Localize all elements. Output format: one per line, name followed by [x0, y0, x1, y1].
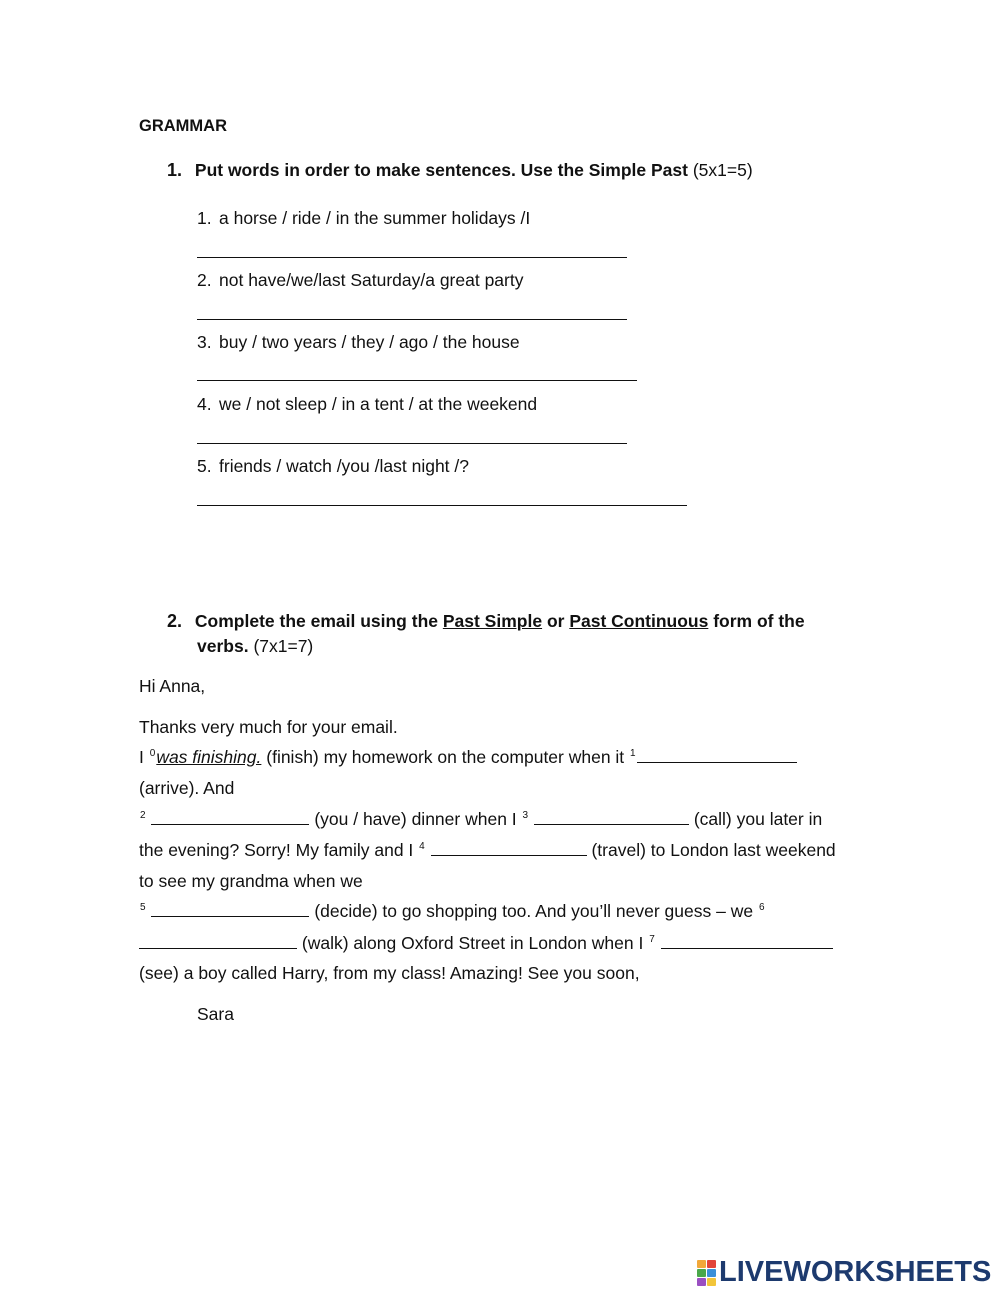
answer-line-2[interactable]	[197, 319, 627, 320]
email-line-8: (see) a boy called Harry, from my class! Amazing! See you soon,	[139, 963, 640, 983]
past-continuous-label: Past Continuous	[569, 611, 709, 631]
gap-number: 0	[149, 748, 156, 759]
email-text: the evening? Sorry! My family and I	[139, 840, 414, 860]
gap-number: 1	[630, 748, 636, 759]
logo-icon	[697, 1260, 716, 1286]
answer-line-4[interactable]	[197, 443, 627, 444]
gap-number: 5	[140, 902, 146, 913]
gap-number: 6	[758, 902, 765, 913]
email-line-3	[139, 809, 822, 830]
email-text: (finish) my homework on the computer when it	[266, 747, 625, 767]
question-number: 1.	[197, 208, 212, 228]
points: (5x1=5)	[692, 160, 753, 180]
gap-4-input[interactable]	[431, 841, 587, 856]
instruction-text-verbs: verbs.	[197, 636, 249, 656]
answer-line-5[interactable]	[197, 505, 687, 506]
email-line-6	[139, 901, 766, 922]
email-text: (call) you later in	[693, 809, 823, 829]
email-line-2: (arrive). And	[139, 778, 235, 798]
question-text: not have/we/last Saturday/a great party	[219, 270, 524, 290]
answer-line-1[interactable]	[197, 257, 627, 258]
pronoun: I	[139, 747, 144, 767]
section-number: 1.	[167, 160, 183, 180]
question-text: a horse / ride / in the summer holidays /I	[219, 208, 531, 228]
question-text: we / not sleep / in a tent / at the weekend	[219, 394, 538, 414]
points: (7x1=7)	[253, 636, 314, 656]
question-4	[197, 394, 537, 415]
logo-block	[697, 1269, 706, 1277]
email-text: (travel) to London last weekend	[591, 840, 836, 860]
question-3	[197, 332, 520, 353]
liveworksheets-logo	[697, 1256, 991, 1289]
example-answer: was finishing.	[156, 747, 262, 767]
email-line-5: to see my grandma when we	[139, 871, 363, 891]
question-1	[197, 208, 530, 229]
email-text: (walk) along Oxford Street in London when I	[301, 933, 644, 953]
gap-number: 3	[522, 810, 529, 821]
email-greeting: Hi Anna,	[139, 676, 206, 696]
gap-3-input[interactable]	[534, 810, 689, 825]
instruction-text: Put words in order to make sentences. Use the Simple Past	[194, 160, 688, 180]
gap-5-input[interactable]	[151, 902, 309, 917]
logo-block	[697, 1260, 706, 1268]
past-simple-label: Past Simple	[442, 611, 543, 631]
logo-text: LIVEWORKSHEETS	[719, 1256, 992, 1288]
question-number: 5.	[197, 456, 212, 476]
email-line-7	[139, 933, 833, 954]
or-text: or	[542, 611, 570, 631]
logo-block	[697, 1278, 706, 1286]
logo-block	[707, 1260, 716, 1268]
section-2-instruction	[167, 611, 805, 632]
section-2-instruction-line2	[197, 636, 313, 657]
email-text: (you / have) dinner when I	[314, 809, 517, 829]
logo-block	[707, 1278, 716, 1286]
gap-2-input[interactable]	[151, 810, 309, 825]
instruction-text: Complete the email using the	[194, 611, 443, 631]
gap-number: 4	[419, 841, 425, 852]
email-thanks: Thanks very much for your email.	[139, 717, 398, 737]
gap-7-input[interactable]	[661, 934, 833, 949]
question-number: 3.	[197, 332, 212, 352]
logo-block	[707, 1269, 716, 1277]
question-number: 4.	[197, 394, 212, 414]
question-text: buy / two years / they / ago / the house	[219, 332, 520, 352]
question-number: 2.	[197, 270, 212, 290]
question-text: friends / watch /you /last night /?	[219, 456, 469, 476]
email-line-1	[139, 747, 797, 768]
question-5	[197, 456, 469, 477]
section-number: 2.	[167, 611, 183, 631]
email-signature: Sara	[197, 1004, 234, 1024]
question-2	[197, 270, 523, 291]
answer-line-3[interactable]	[197, 380, 637, 381]
email-line-4	[139, 840, 836, 861]
email-text: (decide) to go shopping too. And you’ll never guess – we	[314, 901, 754, 921]
page-heading: GRAMMAR	[139, 117, 227, 135]
gap-number: 7	[649, 934, 655, 945]
gap-6-input[interactable]	[139, 934, 297, 949]
instruction-text-end: form of the	[708, 611, 805, 631]
gap-1-input[interactable]	[637, 748, 797, 763]
section-1-instruction	[167, 160, 753, 181]
gap-number: 2	[140, 810, 146, 821]
